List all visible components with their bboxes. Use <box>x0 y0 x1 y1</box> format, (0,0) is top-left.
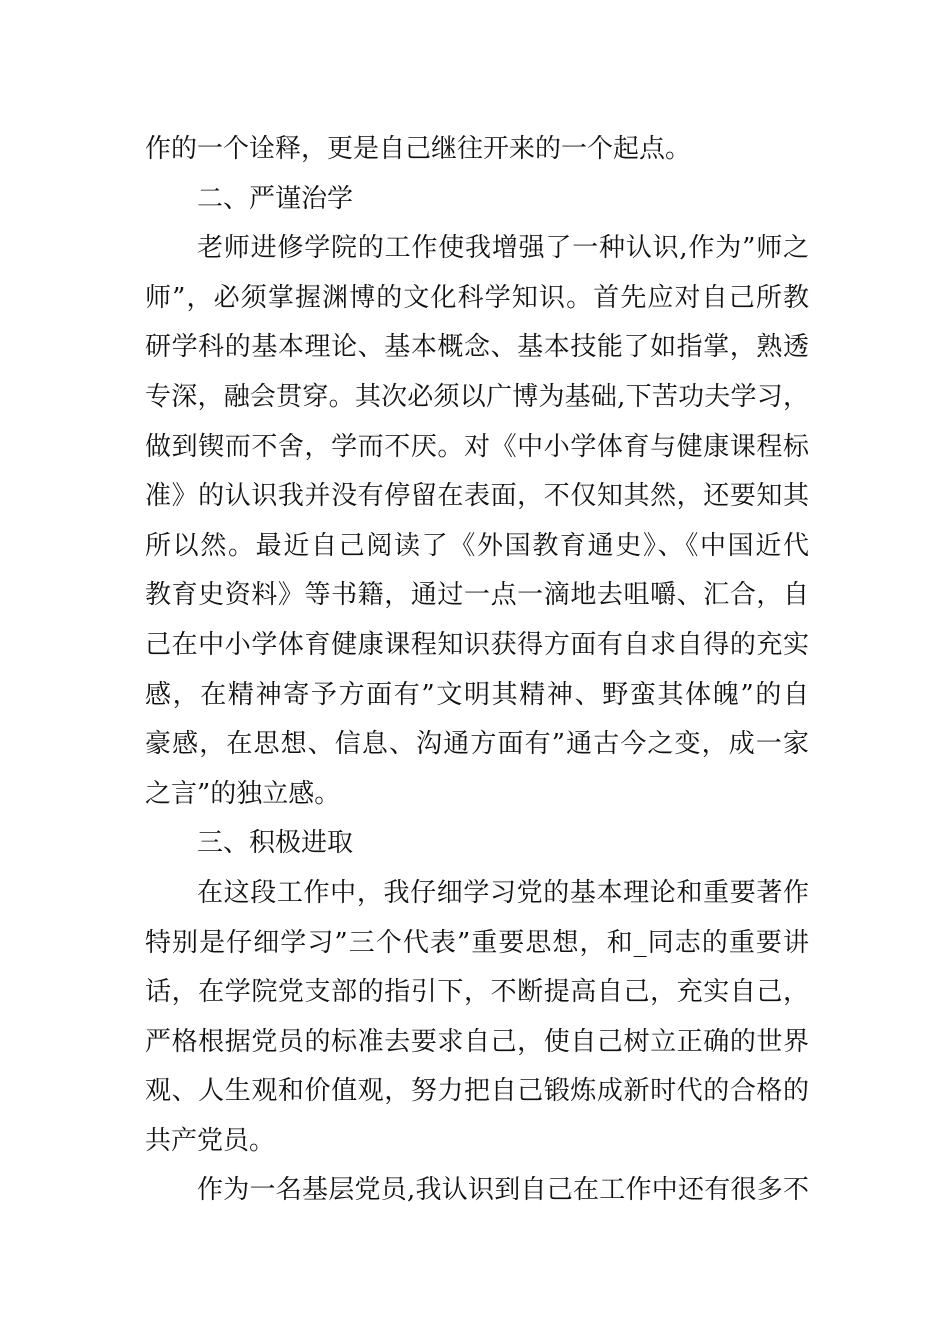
text-line: 二、严谨治学 <box>197 183 354 214</box>
text-line: 感，在精神寄予方面有”文明其精神、野蛮其体魄”的自 <box>145 679 809 710</box>
text-line: 研学科的基本理论、基本概念、基本技能了如指掌，熟透 <box>145 332 809 363</box>
text-line: 教育史资料》等书籍，通过一点一滴地去咀嚼、汇合，自 <box>145 580 809 611</box>
text-line: 观、人生观和价值观，努力把自己锻炼成新时代的合格的 <box>145 1076 809 1107</box>
text-line: 作为一名基层党员,我认识到自己在工作中还有很多不 <box>197 1175 809 1206</box>
text-line: 三、积极进取 <box>197 828 354 859</box>
text-line: 己在中小学体育健康课程知识获得方面有自求自得的充实 <box>145 629 809 660</box>
document-body <box>145 125 809 1216</box>
text-line: 之言”的独立感。 <box>145 778 341 809</box>
text-line: 话，在学院党支部的指引下，不断提高自己，充实自己， <box>145 977 809 1008</box>
text-line: 共产党员。 <box>145 1125 276 1156</box>
text-line: 专深，融会贯穿。其次必须以广博为基础,下苦功夫学习， <box>145 381 809 412</box>
text-line: 豪感，在思想、信息、沟通方面有”通古今之变，成一家 <box>145 729 809 760</box>
text-line: 作的一个诠释，更是自己继往开来的一个起点。 <box>145 134 692 164</box>
text-line: 严格根据党员的标准去要求自己，使自己树立正确的世界 <box>145 1026 809 1057</box>
text-line: 所以然。最近自己阅读了《外国教育通史》、《中国近代 <box>145 530 809 561</box>
text-line: 师”，必须掌握渊博的文化科学知识。首先应对自己所教 <box>145 282 809 313</box>
text-line: 做到锲而不舍，学而不厌。对《中小学体育与健康课程标 <box>145 431 809 462</box>
text-line: 特别是仔细学习”三个代表”重要思想，和_同志的重要讲 <box>145 927 809 958</box>
text-line: 在这段工作中，我仔细学习党的基本理论和重要著作 <box>197 877 809 908</box>
text-line: 准》的认识我并没有停留在表面，不仅知其然，还要知其 <box>145 481 809 512</box>
text-line: 老师进修学院的工作使我增强了一种认识,作为”师之 <box>197 233 809 264</box>
